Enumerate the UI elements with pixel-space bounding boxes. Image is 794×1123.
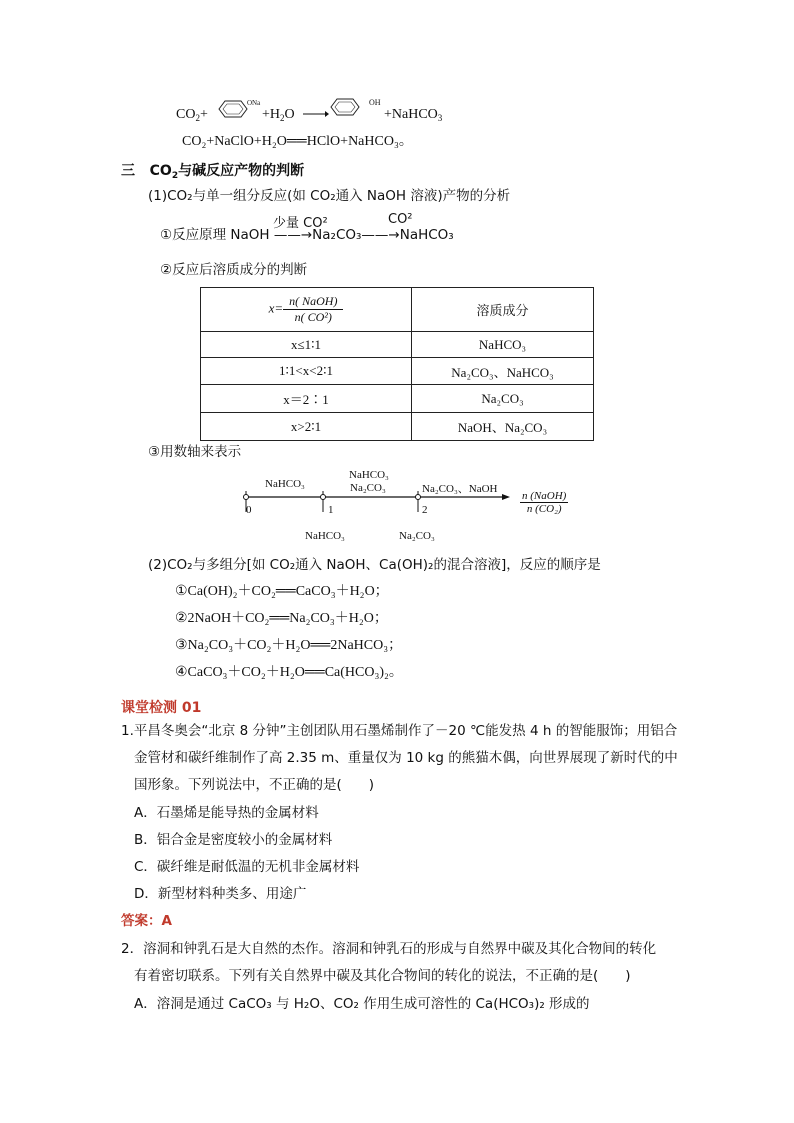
question-1-line-1: 1.平昌冬奥会“北京 8 分钟”主创团队用石墨烯制作了－20 ℃能发热 4 h 的智能服饰；用铝合 (121, 723, 678, 739)
table-row (201, 358, 594, 385)
benzene-ring-icon (327, 96, 367, 118)
section-heading (121, 160, 304, 180)
paragraph-number-axis: ③用数轴来表示 (148, 444, 242, 460)
principle-arrow-1: ——→Na₂CO₃ (273, 227, 362, 243)
table-cell-product: Na₂CO₃、NaHCO₃ (412, 358, 594, 385)
eq1-right-sub: 3 (437, 113, 443, 123)
eq1-plus-h: +H (262, 107, 281, 122)
question-2-line-1: 2．溶洞和钟乳石是大自然的杰作。溶洞和钟乳石的形成与自然界中碳及其化合物间的转化 (121, 941, 657, 957)
eq1-right (384, 106, 442, 124)
eq1-h2o-sub: 2 (280, 113, 285, 123)
eq1-water (262, 106, 295, 124)
reaction-step: ③Na₂CO₃＋CO₂＋H₂O══2NaHCO₃； (175, 638, 403, 653)
axis-segment-2b: Na₂CO₃ (350, 482, 386, 494)
option-c: C．碳纤维是耐低温的无机非金属材料 (134, 859, 360, 875)
table-header-solute: 溶质成分 (412, 288, 594, 332)
axis-ratio-num: n (NaOH) (522, 490, 567, 502)
ratio-numerator: n( NaOH) (283, 294, 343, 310)
paragraph-solute-judgement: ②反应后溶质成分的判断 (160, 262, 308, 278)
axis-tick-1: 1 (328, 504, 334, 516)
paragraph-single-component: (1)CO₂与单一组分反应(如 CO₂通入 NaOH 溶液)产物的分析 (148, 188, 511, 204)
answer: 答案：A (121, 913, 172, 929)
axis-tick-0: 0 (246, 504, 252, 516)
section-title-sub: 2 (171, 171, 179, 181)
table-cell-condition: x>2∶1 (201, 413, 412, 441)
classroom-check-title: 课堂检测 01 (121, 700, 202, 716)
axis-ratio-den: n (CO₂) (526, 503, 562, 515)
reaction-step: ④CaCO₃＋CO₂＋H₂O══Ca(HCO₃)₂。 (175, 665, 403, 680)
ring-substituent-ona: ONa (247, 99, 261, 107)
question-2-option-a: A．溶洞是通过 CaCO₃ 与 H₂O、CO₂ 作用生成可溶性的 Ca(HCO₃)₂ 形成的 (134, 996, 590, 1012)
table-cell-product: NaHCO₃ (412, 332, 594, 358)
section-number: 三 (121, 163, 135, 179)
axis-below-1: NaHCO₃ (305, 530, 345, 542)
table-cell-product: Na₂CO₃ (412, 385, 594, 413)
question-1-line-3: 国形象。下列说法中，不正确的是( ) (134, 777, 375, 793)
option-d: D．新型材料种类多、用途广 (134, 886, 307, 902)
question-1-line-2: 金管材和碳纤维制作了高 2.35 m、重量仅为 10 kg 的熊猫木偶，向世界展现了新时代的中 (134, 750, 678, 766)
reaction-arrow-icon (303, 108, 329, 120)
ring-substituent-oh: OH (369, 98, 381, 107)
table-cell-condition: 1∶1<x<2∶1 (201, 358, 412, 385)
principle-over-label-2: CO² (388, 212, 413, 227)
table-row (201, 332, 594, 358)
option-a: A．石墨烯是能导热的金属材料 (134, 805, 319, 821)
reaction-step: ①Ca(OH)₂＋CO₂══CaCO₃＋H₂O； (175, 584, 389, 599)
ratio-denominator: n( CO²) (294, 310, 332, 324)
solute-table (200, 287, 594, 441)
principle-line (160, 226, 454, 244)
principle-label: ①反应原理 NaOH (160, 227, 270, 243)
paragraph-multi-component: (2)CO₂与多组分[如 CO₂通入 NaOH、Ca(OH)₂的混合溶液]，反应的顺序是 (148, 557, 601, 573)
section-title-co: CO (149, 163, 172, 179)
table-cell-condition: x＝2∶1 (201, 385, 412, 413)
axis-segment-1: NaHCO₃ (265, 478, 305, 490)
axis-segment-2a: NaHCO₃ (349, 469, 389, 481)
table-cell-product: NaOH、Na₂CO₃ (412, 413, 594, 441)
question-2-line-2: 有着密切联系。下列有关自然界中碳及其化合物间的转化的说法，不正确的是( ) (134, 968, 631, 984)
eq1-plus: + (199, 107, 208, 122)
principle-over-label-1: 少量 CO² (273, 216, 328, 231)
table-row (201, 413, 594, 441)
reaction-step: ②2NaOH＋CO₂══Na₂CO₃＋H₂O； (175, 611, 388, 626)
section-title-rest: 与碱反应产物的判断 (178, 163, 305, 179)
option-b: B．铝合金是密度较小的金属材料 (134, 832, 333, 848)
table-cell-condition: x≤1∶1 (201, 332, 412, 358)
table-header-ratio (201, 288, 412, 332)
axis-segment-3: Na₂CO₃、NaOH (422, 483, 498, 495)
equation-naclo: CO₂+NaClO+H₂O══HClO+NaHCO₃。 (182, 134, 413, 149)
ratio-fraction (283, 294, 343, 325)
equation-phenol (176, 106, 208, 124)
axis-ratio (520, 490, 568, 515)
principle-arrow-2: ——→NaHCO₃ (361, 227, 454, 243)
axis-below-2: Na₂CO₃ (399, 530, 435, 542)
table-row (201, 385, 594, 413)
ratio-x: x= (268, 300, 284, 316)
eq1-right-text: +NaHCO (384, 107, 438, 122)
axis-tick-2: 2 (422, 504, 428, 516)
eq1-left-sub: 2 (195, 113, 200, 123)
eq1-left: CO (176, 107, 196, 122)
eq1-h2o-o: O (284, 107, 295, 122)
